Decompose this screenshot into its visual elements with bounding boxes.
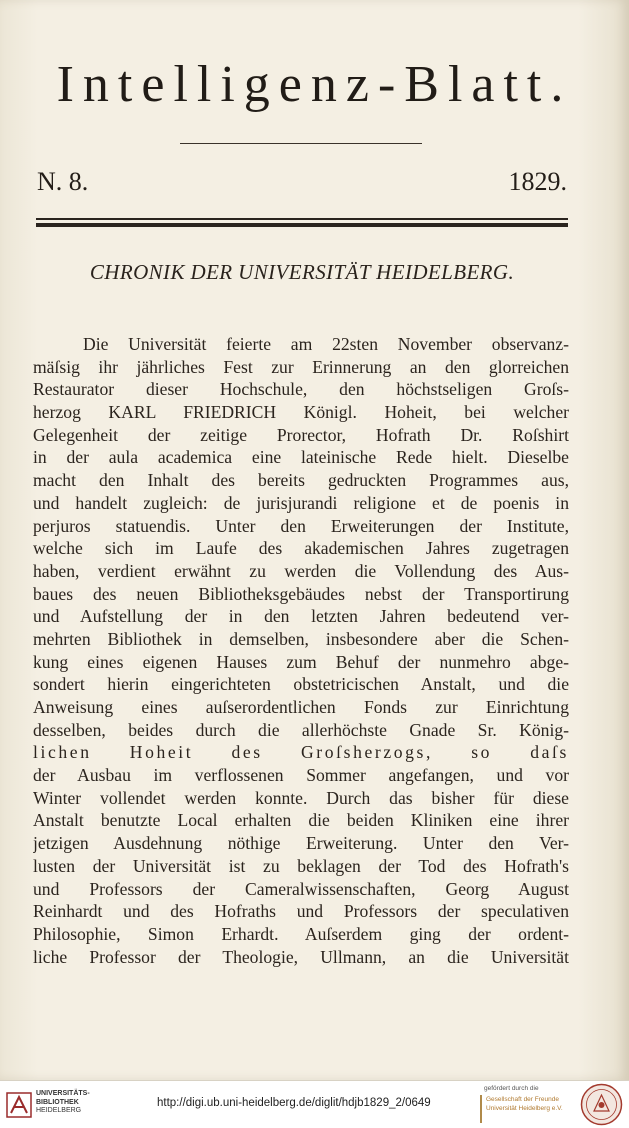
text-line: kung eines eigenen Hauses zum Behuf der nunmehro abge- [33,651,569,672]
text-line: Restaurator dieser Hochschule, den höchstseligen Groſs- [33,379,569,400]
text-line: sondert hierin eingerichteten obstetricischen Anstalt, und die [33,674,569,695]
text-line: und Professors der Cameralwissenschaften, Georg August [33,878,569,899]
text-line: mäſsig ihr jährliches Fest zur Erinnerung an den glorreichen [33,356,569,377]
text-line: Philosophie, Simon Erhardt. Auſserdem ging der ordent- [33,923,569,944]
text-line: lusten der Universität ist zu beklagen der Tod des Hofrath's [33,855,569,876]
sponsor-intro: gefördert durch die [484,1085,539,1092]
text-line: herzog KARL FRIEDRICH Königl. Hoheit, bei welcher [33,402,569,423]
header-rule-thin [36,218,568,220]
masthead-title: Intelligenz-Blatt. [56,56,573,113]
sponsor-divider [480,1095,482,1123]
section-title: CHRONIK DER UNIVERSITÄT HEIDELBERG. [89,260,515,284]
library-logo-icon [6,1092,32,1118]
text-line: welche sich im Laufe des akademischen Jahres zugetragen [33,538,569,559]
text-line: und Aufstellung der in den letzten Jahren bedeutend ver- [33,606,569,627]
university-seal-icon [580,1083,623,1126]
text-line: mehrten Bibliothek in demselben, insbesondere aber die Schen- [33,628,569,649]
digitization-footer [0,1080,629,1128]
text-line: macht den Inhalt des bereits gedruckten Programmes aus, [33,470,569,491]
text-line: Gelegenheit der zeitige Prorector, Hofrath Dr. Roſshirt [33,424,569,445]
text-line: in der aula academica eine lateinische Rede hielt. Dieselbe [33,447,569,468]
header-rule-thick [36,223,568,227]
text-line: Anweisung eines auſserordentlichen Fonds zur Einrichtung [33,697,569,717]
text-line: der Ausbau im verflossenen Sommer angefangen, und vor [33,765,569,786]
text-line: perjuros statuendis. Unter den Erweiterungen der Institute, [33,515,569,536]
text-line: Die Universität feierte am 22sten November observanz- [83,334,569,354]
library-name: UNIVERSITÄTS- BIBLIOTHEK HEIDELBERG [36,1090,90,1114]
text-line: lichen Hoheit des Groſsherzogs, so daſs [33,742,569,763]
article-body [33,333,569,968]
issue-number: N. 8. [37,167,89,196]
text-line: liche Professor der Theologie, Ullmann, an die Universität [33,946,569,967]
text-line: Winter vollendet werden konnte. Durch das bisher für diese [33,787,569,808]
issue-year: 1829. [508,167,567,196]
text-line: Anstalt benutzte Local erhalten die beiden Kliniken eine ihrer [33,810,569,831]
text-line: jetzigen Ausdehnung nöthige Erweiterung. Unter den Ver- [33,833,569,854]
text-line: baues des neuen Bibliotheksgebäudes nebst der Transportirung [33,583,569,604]
permalink-url[interactable]: http://digi.ub.uni-heidelberg.de/diglit/hdjb1829_2/0649 [157,1097,431,1109]
text-line: Reinhardt und des Hofraths und Professors der speculativen [33,901,569,922]
text-line: desselben, beides durch die allerhöchste Gnade Sr. König- [33,719,569,740]
text-line: und handelt zugleich: de jurisjurandi religione et de poenis in [33,492,569,513]
masthead-rule [180,143,422,144]
sponsor-name: Gesellschaft der Freunde Universität Heidelberg e.V. [486,1096,563,1112]
text-line: haben, verdient erwähnt zu werden die Vollendung des Aus- [33,560,569,581]
